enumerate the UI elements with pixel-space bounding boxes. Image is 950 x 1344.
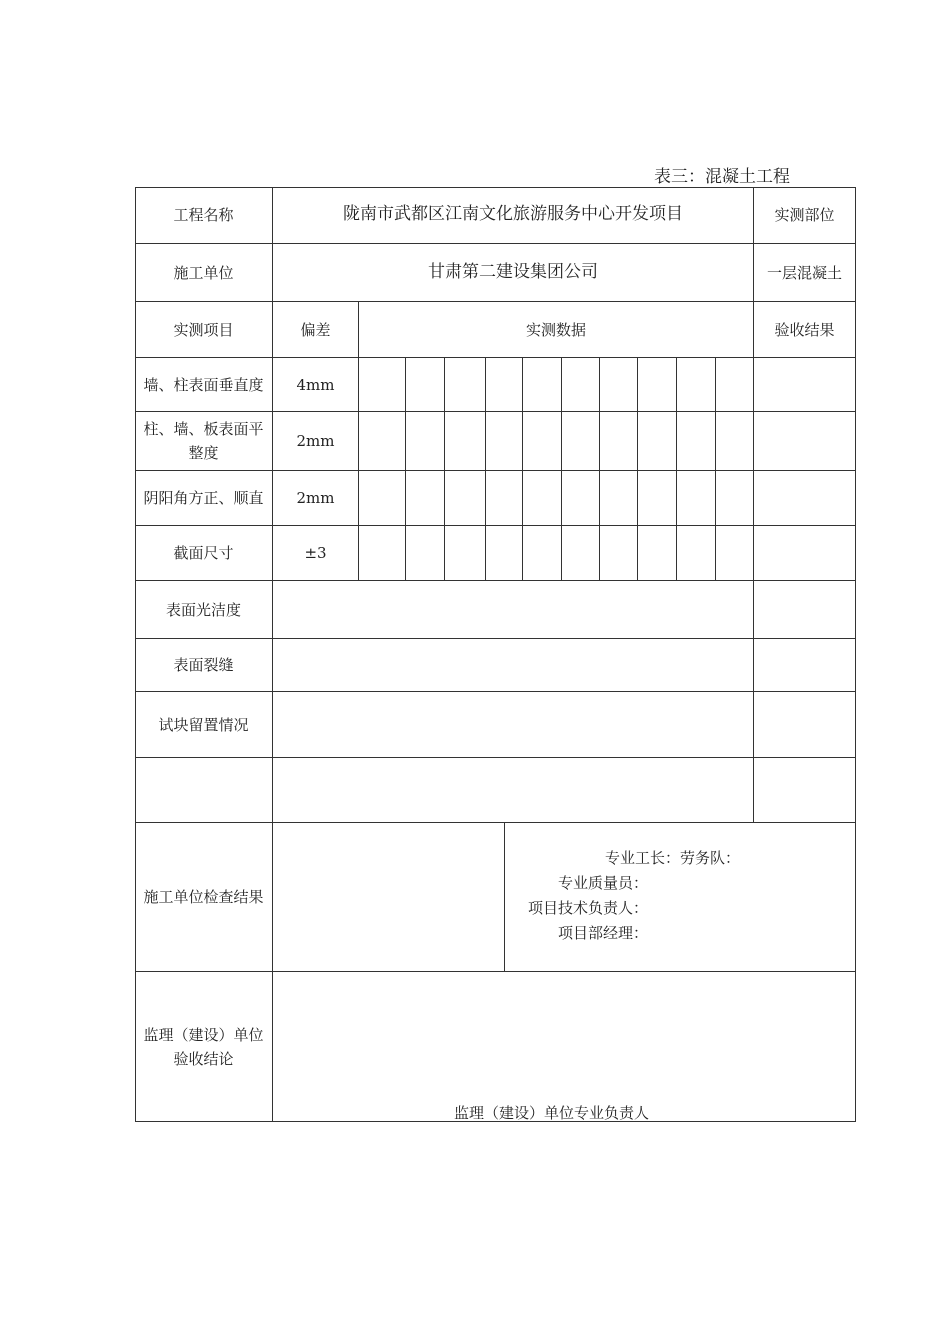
column-header-deviation: 偏差 [273, 302, 359, 358]
measurement-cell [677, 526, 716, 581]
other-item [135, 758, 273, 823]
measurement-cell [716, 358, 754, 412]
contractor-value: 甘肃第二建设集团公司 [273, 244, 754, 302]
measured-location-value: 一层混凝土 [754, 244, 856, 302]
other-item-result [754, 692, 856, 758]
other-item-result [754, 581, 856, 639]
measurement-cell [486, 526, 523, 581]
measurement-cell [406, 471, 445, 526]
measurement-cell [600, 412, 638, 471]
measurement-cell [445, 471, 486, 526]
measurement-cell [486, 358, 523, 412]
measurement-cell [677, 358, 716, 412]
measurement-cell [359, 358, 406, 412]
measurement-cell [406, 526, 445, 581]
measure-item: 墙、柱表面垂直度 [135, 358, 273, 412]
measurement-cell [359, 471, 406, 526]
measurement-cell [406, 412, 445, 471]
measure-item: 截面尺寸 [135, 526, 273, 581]
project-name-value: 陇南市武都区江南文化旅游服务中心开发项目 [273, 187, 754, 244]
measurement-cell [562, 412, 600, 471]
measurement-cell [638, 412, 677, 471]
measurement-cell [445, 358, 486, 412]
measured-location-label: 实测部位 [754, 187, 856, 244]
measurement-cell [677, 412, 716, 471]
measurement-cell [486, 412, 523, 471]
measurement-cell [523, 412, 562, 471]
other-item: 表面裂缝 [135, 639, 273, 692]
other-item-value [273, 639, 754, 692]
other-item-value [273, 758, 754, 823]
measurement-cell [677, 471, 716, 526]
measure-result [754, 358, 856, 412]
measurement-cell [600, 358, 638, 412]
supervision-signature-line: 监理（建设）单位专业负责人 [454, 1104, 650, 1122]
quality-inspector-signature-line: 专业质量员： [558, 874, 649, 892]
measurement-cell [523, 526, 562, 581]
supervision-label: 监理（建设）单位验收结论 [135, 972, 273, 1122]
contractor-label: 施工单位 [135, 244, 273, 302]
tech-lead-signature-line: 项目技术负责人： [528, 899, 649, 917]
other-item-result [754, 639, 856, 692]
foreman-signature-line: 专业工长：劳务队： [605, 849, 741, 867]
measure-item: 柱、墙、板表面平整度 [135, 412, 273, 471]
measure-item: 阴阳角方正、顺直 [135, 471, 273, 526]
other-item-value [273, 692, 754, 758]
measurement-cell [406, 358, 445, 412]
measure-result [754, 471, 856, 526]
supervision-conclusion [273, 972, 856, 1122]
measurement-cell [523, 471, 562, 526]
measurement-cell [638, 471, 677, 526]
measurement-cell [523, 358, 562, 412]
measure-deviation: 2mm [273, 412, 359, 471]
measure-deviation: ±3 [273, 526, 359, 581]
column-header-result: 验收结果 [754, 302, 856, 358]
table-caption: 表三：混凝土工程 [654, 167, 790, 187]
other-item-result [754, 758, 856, 823]
column-header-data: 实测数据 [359, 302, 754, 358]
measure-result [754, 526, 856, 581]
measurement-cell [600, 526, 638, 581]
measure-result [754, 412, 856, 471]
measurement-cell [600, 471, 638, 526]
measurement-cell [716, 412, 754, 471]
measurement-cell [562, 526, 600, 581]
measurement-cell [359, 526, 406, 581]
measurement-cell [638, 526, 677, 581]
project-manager-signature-line: 项目部经理： [558, 924, 649, 942]
measurement-cell [716, 471, 754, 526]
measurement-cell [716, 526, 754, 581]
column-header-item: 实测项目 [135, 302, 273, 358]
measurement-cell [638, 358, 677, 412]
measurement-cell [562, 471, 600, 526]
measurement-cell [562, 358, 600, 412]
measurement-cell [486, 471, 523, 526]
measure-deviation: 2mm [273, 471, 359, 526]
project-name-label: 工程名称 [135, 187, 273, 244]
measurement-cell [359, 412, 406, 471]
other-item-value [273, 581, 754, 639]
other-item: 表面光洁度 [135, 581, 273, 639]
measurement-cell [445, 526, 486, 581]
other-item: 试块留置情况 [135, 692, 273, 758]
measure-deviation: 4mm [273, 358, 359, 412]
measurement-cell [445, 412, 486, 471]
construction-check-notes [273, 823, 505, 972]
construction-check-label: 施工单位检查结果 [135, 823, 273, 972]
